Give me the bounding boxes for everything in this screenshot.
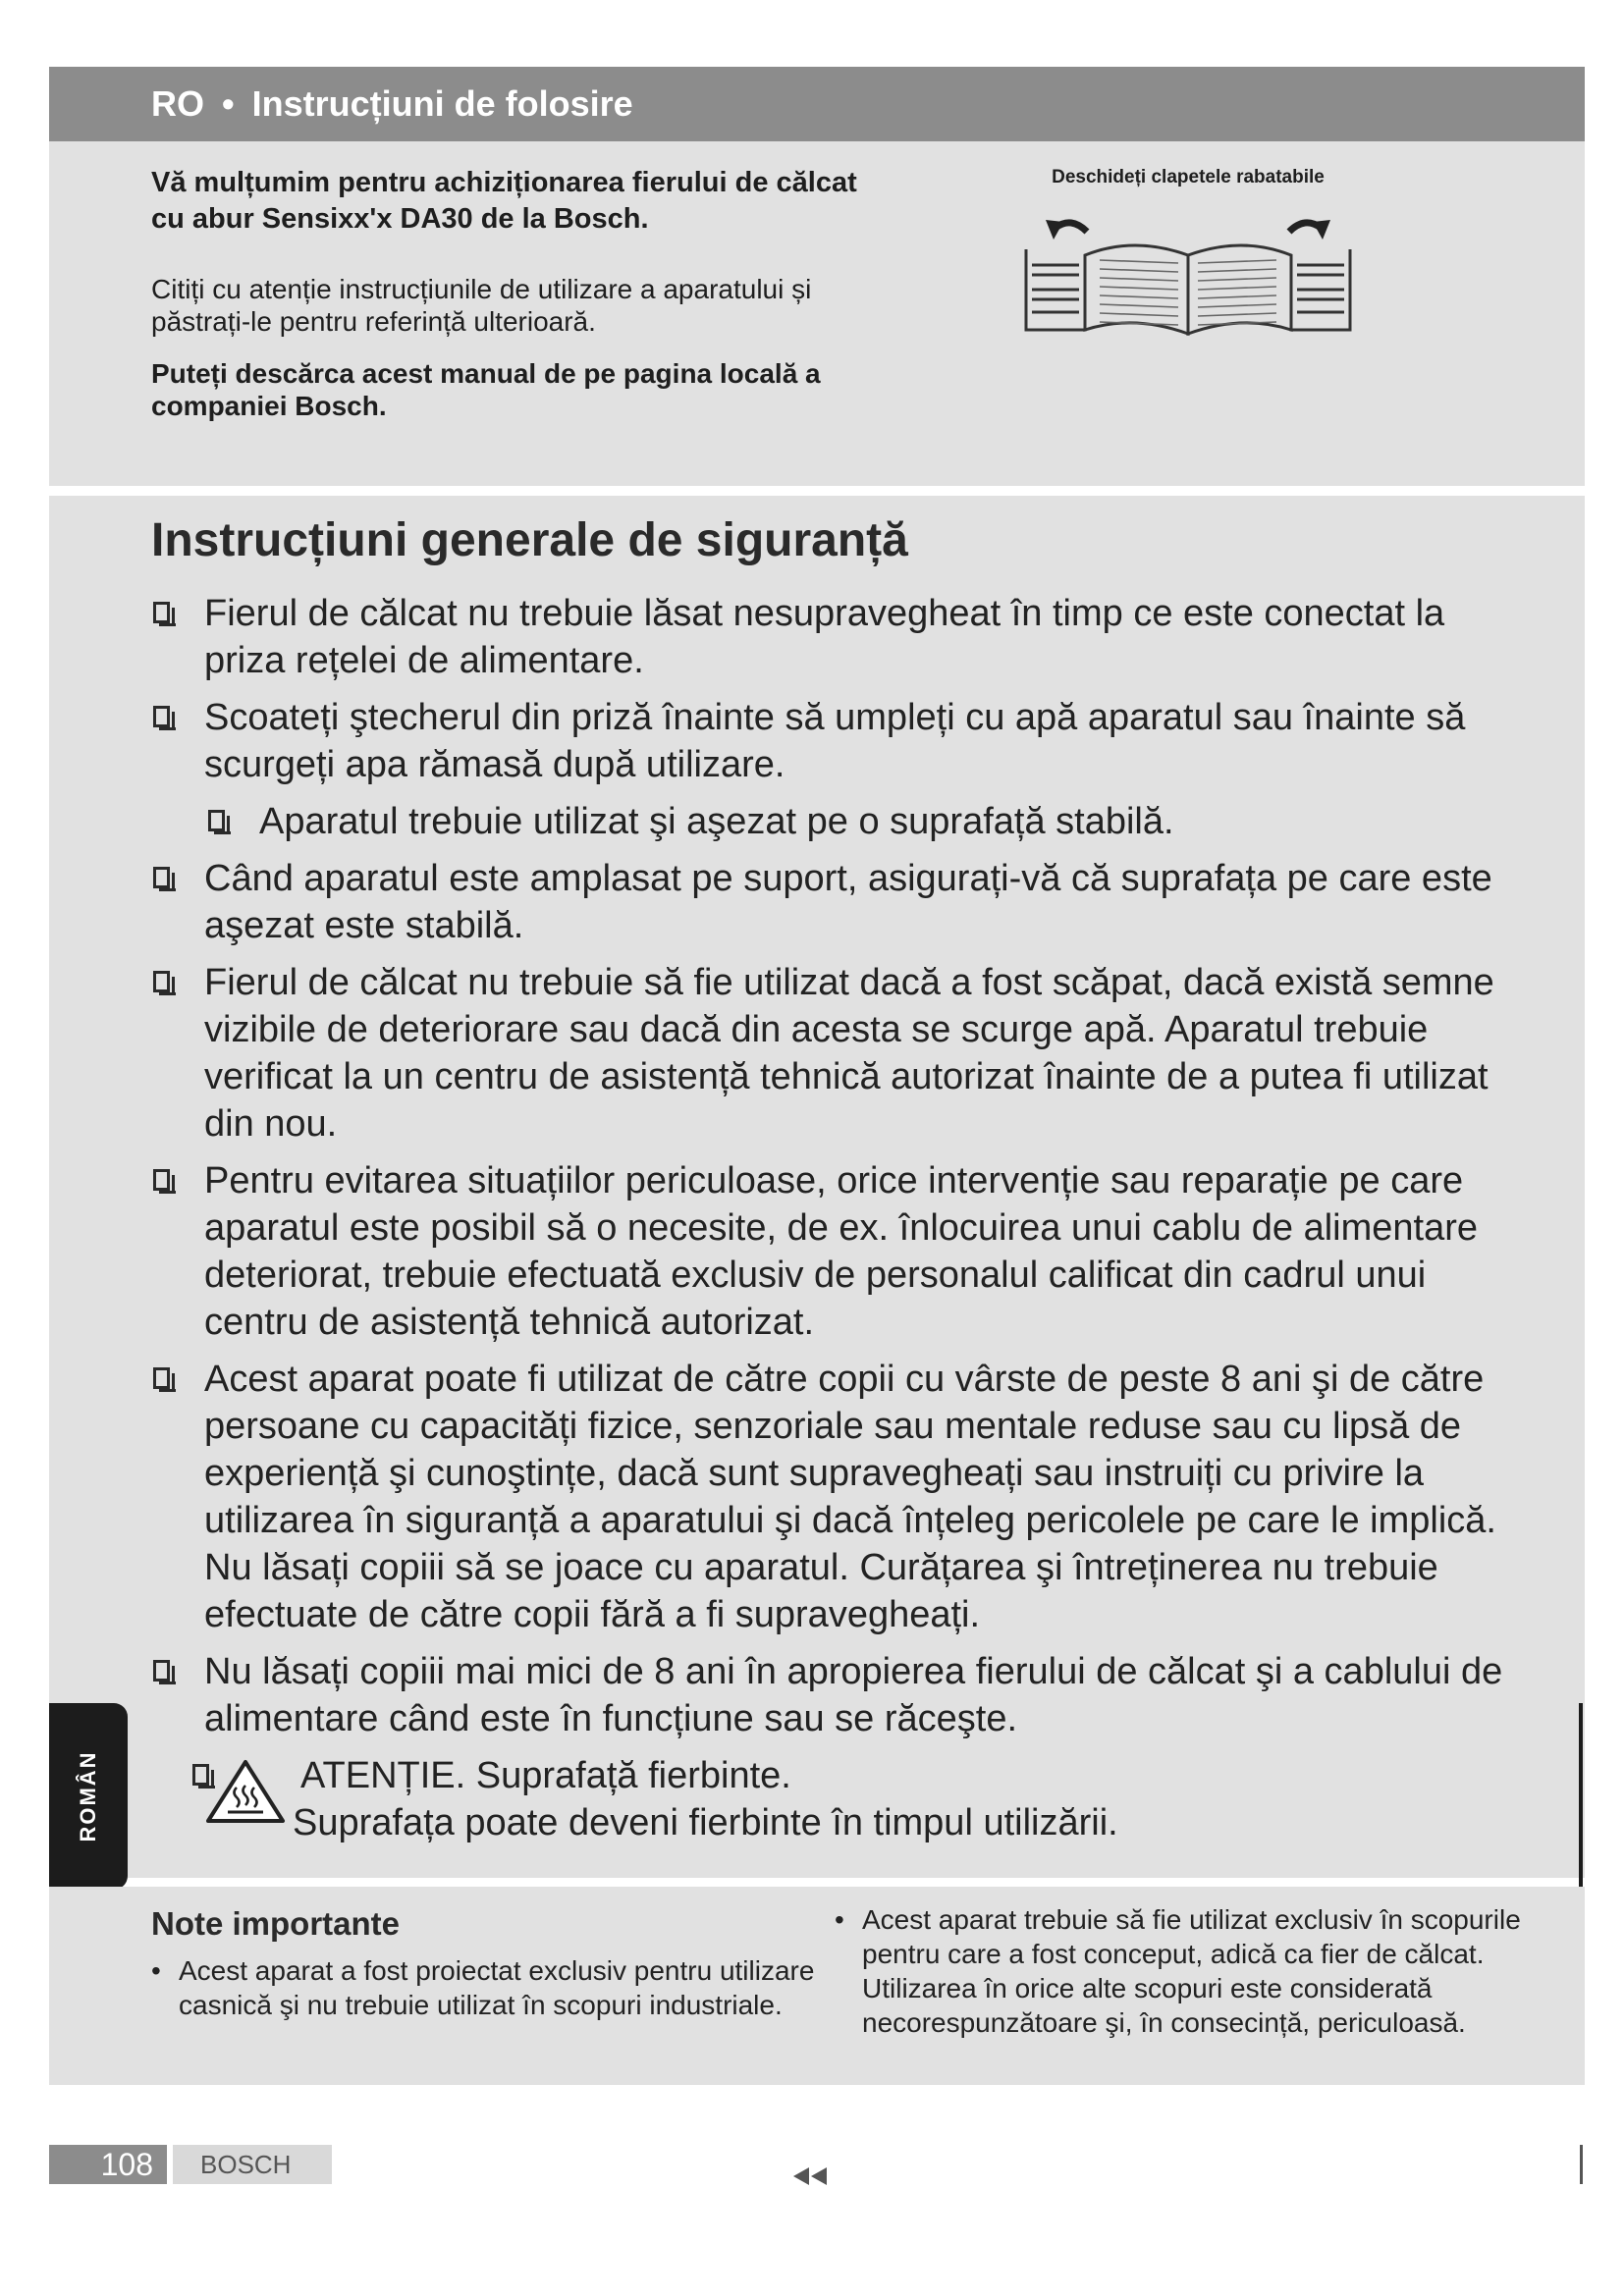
safety-list xyxy=(151,590,1526,1846)
safety-item xyxy=(151,1157,1526,1346)
checkbox-icon xyxy=(208,810,225,831)
notes-panel xyxy=(49,1887,1585,2085)
safety-item-text: Fierul de călcat nu trebuie lăsat nesupravegheat în timp ce este conectat la priza rețelei de alimentare. xyxy=(204,593,1445,681)
footer-edge-rule xyxy=(1580,2145,1583,2184)
language-side-tab xyxy=(49,1703,128,1890)
safety-item-text: Când aparatul este amplasat pe suport, asigurați-vă că suprafața pe care este aşezat este stabilă. xyxy=(204,858,1492,946)
checkbox-icon xyxy=(153,1169,170,1191)
flaps-illustration xyxy=(992,167,1384,344)
warning-title: ATENȚIE. Suprafață fierbinte. xyxy=(300,1755,791,1796)
warning-text: Suprafața poate deveni fierbinte în timpul utilizării. xyxy=(293,1802,1118,1843)
brand-label: BOSCH xyxy=(173,2145,332,2184)
intro-download: Puteți descărca acest manual de pe pagina locală a companiei Bosch. xyxy=(151,358,821,421)
header-lang: RO xyxy=(151,83,204,124)
intro-read: Citiți cu atenție instrucțiunile de utilizare a aparatului și păstrați-le pentru referință ulterioară. xyxy=(151,274,812,337)
intro-text xyxy=(151,165,858,422)
checkbox-icon xyxy=(153,1660,170,1682)
notes-title: Note importante xyxy=(151,1905,401,1942)
safety-item-text: Aparatul trebuie utilizat şi aşezat pe o suprafață stabilă. xyxy=(259,801,1174,842)
header-title: Instrucțiuni de folosire xyxy=(251,83,633,124)
safety-title: Instrucțiuni generale de siguranță xyxy=(151,514,908,566)
checkbox-icon xyxy=(153,1367,170,1389)
notes-right-column xyxy=(835,1902,1522,2040)
notes-left-column xyxy=(151,1953,858,2022)
hot-surface-warning xyxy=(190,1752,1526,1846)
side-tab-label: ROMÂN xyxy=(76,1750,100,1842)
safety-item xyxy=(151,590,1526,684)
header-bar xyxy=(49,67,1585,141)
safety-panel xyxy=(49,496,1585,1878)
checkbox-icon xyxy=(153,867,170,888)
checkbox-icon xyxy=(153,602,170,623)
safety-item xyxy=(151,694,1526,788)
safety-item xyxy=(151,959,1526,1148)
safety-item-text: Fierul de călcat nu trebuie să fie utilizat dacă a fost scăpat, dacă există semne vizibile de deteriorare sau dacă din acesta se scurge apă. Aparatul trebuie verificat la un centru de asistență tehnică autorizat înainte de a putea fi utilizat din nou. xyxy=(204,962,1494,1145)
safety-item-text: Scoateți ştecherul din priză înainte să umpleți cu apă aparatul sau înainte să scurgeți apa rămasă după utilizare. xyxy=(204,697,1466,785)
open-flaps-icon xyxy=(1016,196,1360,344)
safety-item xyxy=(151,1356,1526,1638)
safety-item xyxy=(151,1648,1526,1742)
header-separator: • xyxy=(222,83,235,124)
checkbox-icon xyxy=(153,971,170,992)
safety-item xyxy=(206,798,1526,845)
safety-item-text: Nu lăsați copiii mai mici de 8 ani în apropierea fierului de călcat şi a cablului de alimentare când este în funcțiune sau se răceşte. xyxy=(204,1651,1503,1739)
right-edge-rule xyxy=(1579,1703,1583,1890)
previous-page-icon[interactable] xyxy=(791,2164,835,2188)
checkbox-icon xyxy=(153,706,170,727)
page-number: 108 xyxy=(49,2145,167,2184)
note-item: • Acest aparat trebuie să fie utilizat exclusiv în scopurile pentru care a fost conceput, adică ca fier de călcat. Utilizarea în orice alte scopuri este considerată necorespunzătoare şi, în consecință, periculoasă. xyxy=(835,1902,1522,2040)
intro-thanks: Vă mulțumim pentru achiziționarea fierului de călcat cu abur Sensixx'x DA30 de la Bosch. xyxy=(151,167,857,235)
safety-item-text: Acest aparat poate fi utilizat de către copii cu vârste de peste 8 ani şi de către persoane cu capacități fizice, senzoriale sau mentale reduse sau cu lipsă de experiență şi cunoştințe, dacă sunt supravegheați sau instruiți cu privire la utilizarea în siguranță a aparatului şi dacă înțeleg pericolele pe care le implică. Nu lăsați copiii să se joace cu aparatul. Curățarea şi întreținerea nu trebuie efectuate de către copii fără a fi supravegheați. xyxy=(204,1359,1496,1635)
hot-surface-icon xyxy=(204,1758,287,1825)
safety-item-text: Pentru evitarea situațiilor periculoase, orice intervenție sau reparație pe care aparatul este posibil să o necesite, de ex. înlocuirea unui cablu de alimentare deteriorat, trebuie efectuată exclusiv de personalul calificat din cadrul unui centru de asistență tehnică autorizat. xyxy=(204,1160,1479,1343)
intro-panel xyxy=(49,141,1585,486)
flaps-caption: Deschideți clapetele rabatabile xyxy=(1052,167,1325,187)
safety-item xyxy=(151,855,1526,949)
note-item: • Acest aparat a fost proiectat exclusiv pentru utilizare casnică şi nu trebuie utilizat în scopuri industriale. xyxy=(151,1953,858,2022)
